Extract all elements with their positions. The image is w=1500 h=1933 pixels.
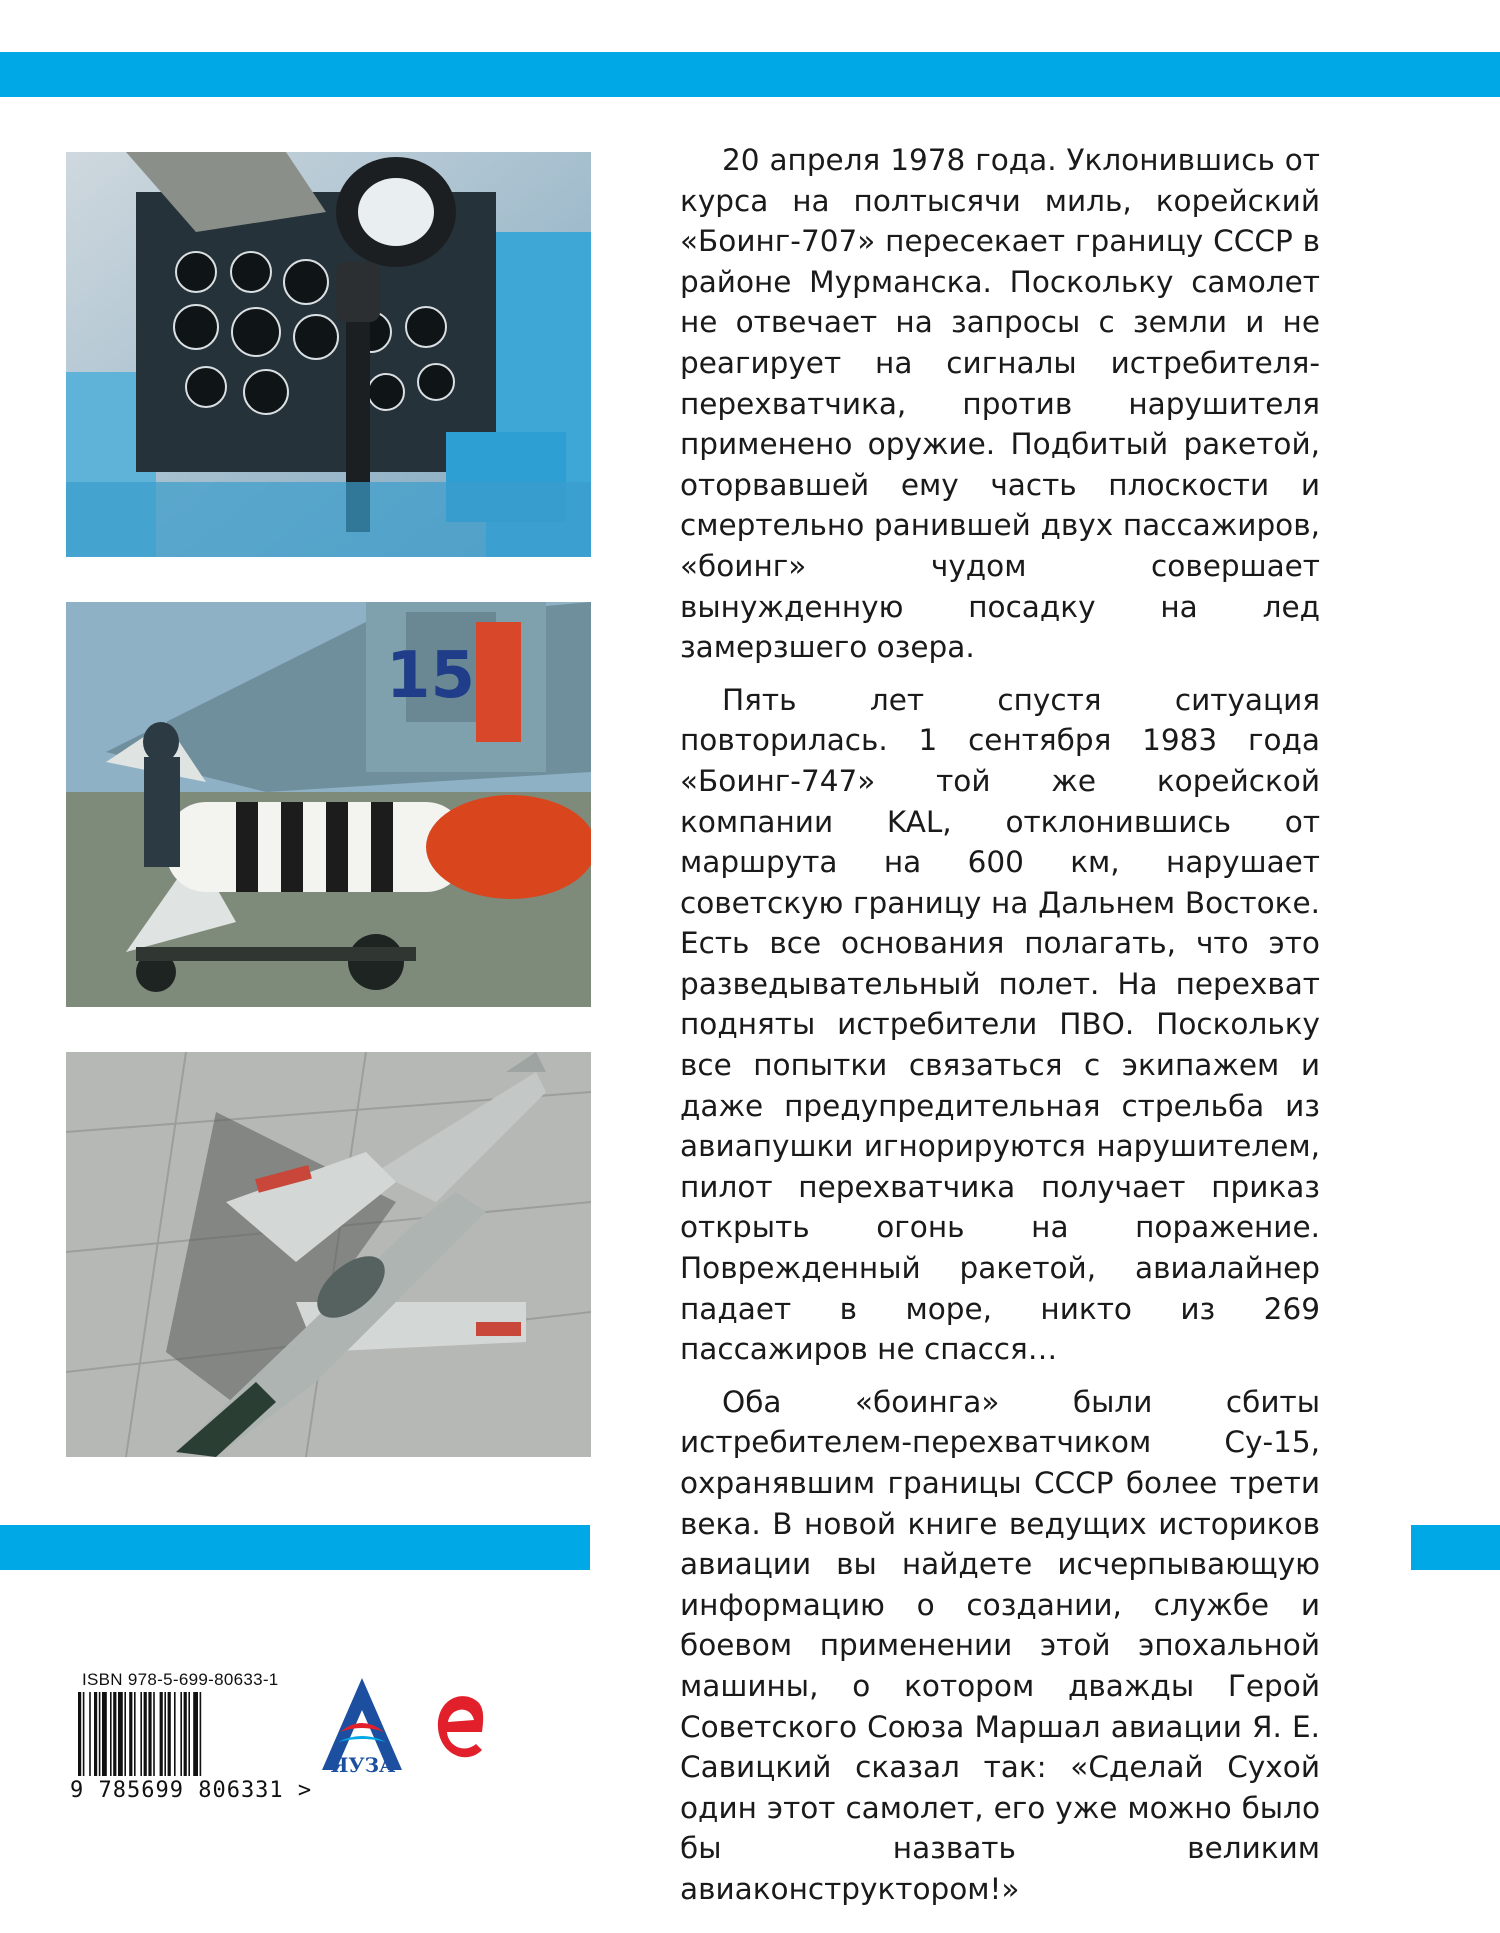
- barcode-bar: [180, 1692, 182, 1776]
- barcode-bar: [188, 1692, 190, 1776]
- top-accent-band: [0, 52, 1500, 97]
- barcode-bar: [184, 1692, 187, 1776]
- jet-illustration: [66, 1052, 591, 1457]
- barcode-bar: [134, 1692, 136, 1776]
- blurb-paragraph: Пять лет спустя ситуация повторилась. 1 сентября 1983 года «Боинг-747» той же корейской компании KAL, отклонившись от маршрута на 600 км, нарушает советскую границу на Дальнем Востоке. Есть все основания полагать, что это разведывательный полет. На перехват подняты истребители ПВО. Поскольку все попытки связаться с экипажем и даже предупредительная стрельба из авиапушки игнорируются нарушителем, пилот перехватчика получает приказ открыть огонь на поражение. Поврежденный ракетой, авиалайнер падает в море, никто из 269 пассажиров не спасся…: [680, 682, 1320, 1367]
- barcode-bar: [148, 1692, 151, 1776]
- barcode-bar: [83, 1692, 85, 1776]
- barcode-bar: [200, 1692, 202, 1776]
- bottom-left-accent-band: [0, 1525, 590, 1570]
- photo-cockpit: [66, 152, 591, 557]
- barcode-bar: [113, 1692, 116, 1776]
- barcode-bar: [99, 1692, 101, 1776]
- photo-missile: [66, 602, 591, 1007]
- barcode-bar: [174, 1692, 176, 1776]
- barcode-digits: 9 785699 806331 >: [70, 1778, 313, 1803]
- barcode-bar: [144, 1692, 147, 1776]
- barcode-icon: [76, 1692, 276, 1776]
- barcode-bar: [160, 1692, 163, 1776]
- photo-jet: [66, 1052, 591, 1457]
- barcode-bar: [164, 1692, 166, 1776]
- back-cover-blurb: [680, 140, 1320, 1922]
- barcode-bar: [140, 1692, 142, 1776]
- barcode-bar: [168, 1692, 171, 1776]
- barcode-bar: [129, 1692, 132, 1776]
- barcode-bar: [193, 1692, 198, 1776]
- barcode-bar: [102, 1692, 107, 1776]
- barcode-bar: [89, 1692, 91, 1776]
- eksmo-logo-icon: [432, 1688, 488, 1768]
- barcode-bar: [78, 1692, 81, 1776]
- isbn-label: ISBN 978-5-699-80633-1: [82, 1670, 279, 1689]
- bottom-right-accent-band: [1411, 1525, 1500, 1570]
- barcode-bar: [153, 1692, 155, 1776]
- barcode-bar: [118, 1692, 123, 1776]
- yauza-logo-text: ЯУЗА: [330, 1753, 396, 1777]
- barcode-bar: [124, 1692, 126, 1776]
- blurb-paragraph: Оба «боинга» были сбиты истребителем-перехватчиком Су-15, охранявшим границы СССР более трети века. В новой книге ведущих историков авиации вы найдете исчерпывающую информацию о создании, службе и боевом применении этой эпохальной машины, о котором дважды Герой Советского Союза Маршал авиации Я. Е. Савицкий сказал так: «Сделай Сухой один этот самолет, его уже можно было бы назвать великим авиаконструктором!»: [680, 1384, 1320, 1906]
- blurb-paragraph: 20 апреля 1978 года. Уклонившись от курса на полтысячи миль, корейский «Боинг-707» пересекает границу СССР в районе Мурманска. Поскольку самолет не отвечает на запросы с земли и не реагирует на сигналы истребителя-перехватчика, против нарушителя применено оружие. Подбитый ракетой, оторвавшей ему часть плоскости и смертельно ранившей двух пассажиров, «боинг» чудом совершает вынужденную посадку на лед замерзшего озера.: [680, 143, 1320, 665]
- tail-number: 15: [386, 639, 476, 713]
- barcode-bar: [94, 1692, 97, 1776]
- missile-illustration: [66, 602, 591, 1007]
- barcode-bar: [110, 1692, 112, 1776]
- cockpit-illustration: [66, 152, 591, 557]
